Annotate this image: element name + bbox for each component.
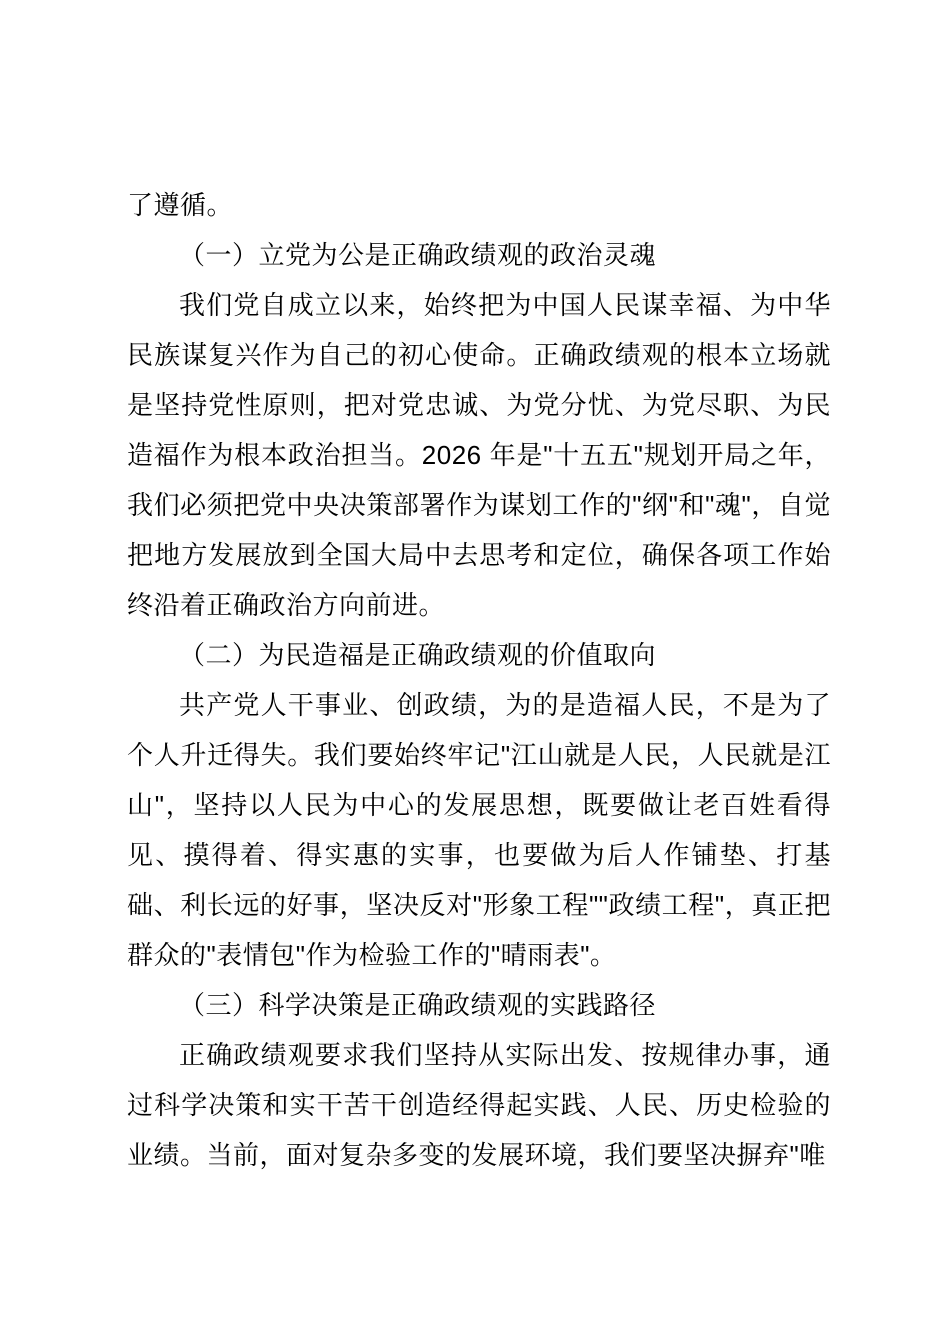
section-heading: （三）科学决策是正确政绩观的实践路径	[179, 990, 657, 1020]
paragraph: 共产党人干事业、创政绩，为的是造福人民，不是为了个人升迁得失。我们要始终牢记"江山就是人民，人民就是江山"，坚持以人民为中心的发展思想，既要做让老百姓看得见、摸得着、得实惠的实事，也要做为后人作铺垫、打基础、利长远的好事，坚决反对"形象工程""政绩工程"，真正把群众的"表情包"作为检验工作的"晴雨表"。	[127, 690, 831, 970]
document-body	[127, 180, 831, 1180]
section-heading: （一）立党为公是正确政绩观的政治灵魂	[179, 240, 657, 270]
paragraph: 我们党自成立以来，始终把为中国人民谋幸福、为中华民族谋复兴作为自己的初心使命。正确政绩观的根本立场就是坚持党性原则，把对党忠诚、为党分忧、为党尽职、为民造福作为根本政治担当。2026 年是"十五五"规划开局之年，我们必须把党中央决策部署作为谋划工作的"纲"和"魂"，自觉把地方发展放到全国大局中去思考和定位，确保各项工作始终沿着正确政治方向前进。	[127, 290, 831, 620]
section-heading: （二）为民造福是正确政绩观的价值取向	[179, 640, 657, 670]
paragraph: 了遵循。	[127, 190, 234, 220]
paragraph: 正确政绩观要求我们坚持从实际出发、按规律办事，通过科学决策和实干苦干创造经得起实践、人民、历史检验的业绩。当前，面对复杂多变的发展环境，我们要坚决摒弃"唯	[127, 1040, 831, 1170]
